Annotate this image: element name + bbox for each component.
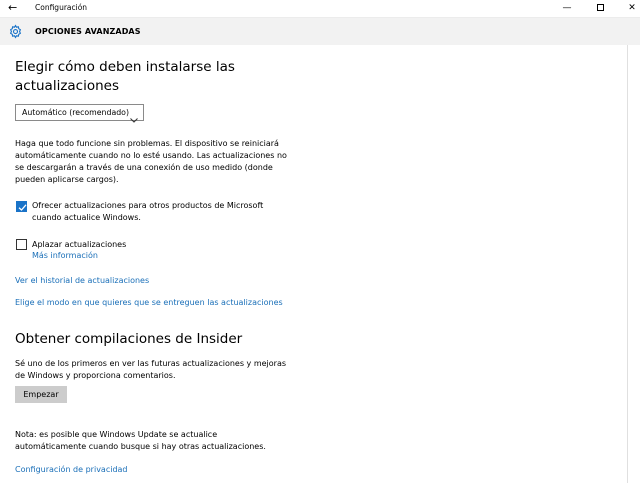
description-line: se descargarán a través de una conexión de uso medido (donde: [15, 163, 273, 172]
insider-description-line: de Windows y proporciona comentarios.: [15, 371, 176, 380]
updates-heading-line1: Elegir cómo deben instalarse las: [15, 59, 235, 75]
app-title: Configuración: [35, 3, 88, 12]
description-line: automáticamente cuando no lo esté usando. Las actualizaciones no: [15, 151, 287, 160]
gear-icon: [8, 24, 23, 39]
description-line: pueden aplicarse cargos).: [15, 175, 119, 184]
offer-updates-checkbox[interactable]: [16, 201, 27, 212]
delivery-mode-link[interactable]: Elige el modo en que quieres que se entreguen las actualizaciones: [15, 298, 283, 307]
insider-description-line: Sé uno de los primeros en ver las futuras actualizaciones y mejoras: [15, 359, 287, 368]
privacy-settings-link[interactable]: Configuración de privacidad: [15, 465, 128, 474]
install-mode-dropdown[interactable]: [15, 104, 144, 121]
title-bar: [0, 0, 640, 18]
insider-heading: Obtener compilaciones de Insider: [15, 331, 243, 347]
windows-update-note: [15, 429, 266, 453]
updates-description: [15, 138, 287, 186]
offer-updates-label: [32, 200, 263, 224]
note-line: Nota: es posible que Windows Update se actualice: [15, 430, 218, 439]
scrollbar-track[interactable]: [627, 45, 628, 483]
maximize-icon: [597, 4, 604, 11]
offer-updates-label-line1: Ofrecer actualizaciones para otros productos de Microsoft: [32, 201, 264, 210]
start-insider-button[interactable]: Empezar: [15, 386, 67, 403]
chevron-down-icon: [130, 109, 138, 117]
insider-description: [15, 358, 286, 382]
defer-updates-checkbox[interactable]: [16, 239, 27, 250]
back-arrow-icon[interactable]: ←: [8, 1, 18, 14]
defer-updates-label: Aplazar actualizaciones: [32, 240, 127, 249]
update-history-link[interactable]: Ver el historial de actualizaciones: [15, 276, 150, 285]
maximize-button[interactable]: [593, 2, 607, 14]
updates-heading: [15, 58, 235, 96]
minimize-button[interactable]: —: [562, 3, 572, 13]
dropdown-value: Automático (recomendado): [22, 108, 129, 117]
more-info-link[interactable]: Más información: [32, 251, 98, 260]
note-line: automáticamente cuando busque si hay otras actualizaciones.: [15, 442, 266, 451]
close-button[interactable]: ✕: [628, 3, 636, 13]
page-title: OPCIONES AVANZADAS: [35, 27, 141, 36]
offer-updates-label-line2: cuando actualice Windows.: [32, 213, 141, 222]
updates-heading-line2: actualizaciones: [15, 78, 120, 94]
page-header: [0, 18, 640, 45]
description-line: Haga que todo funcione sin problemas. El dispositivo se reiniciará: [15, 139, 279, 148]
checkmark-icon: [18, 203, 27, 212]
